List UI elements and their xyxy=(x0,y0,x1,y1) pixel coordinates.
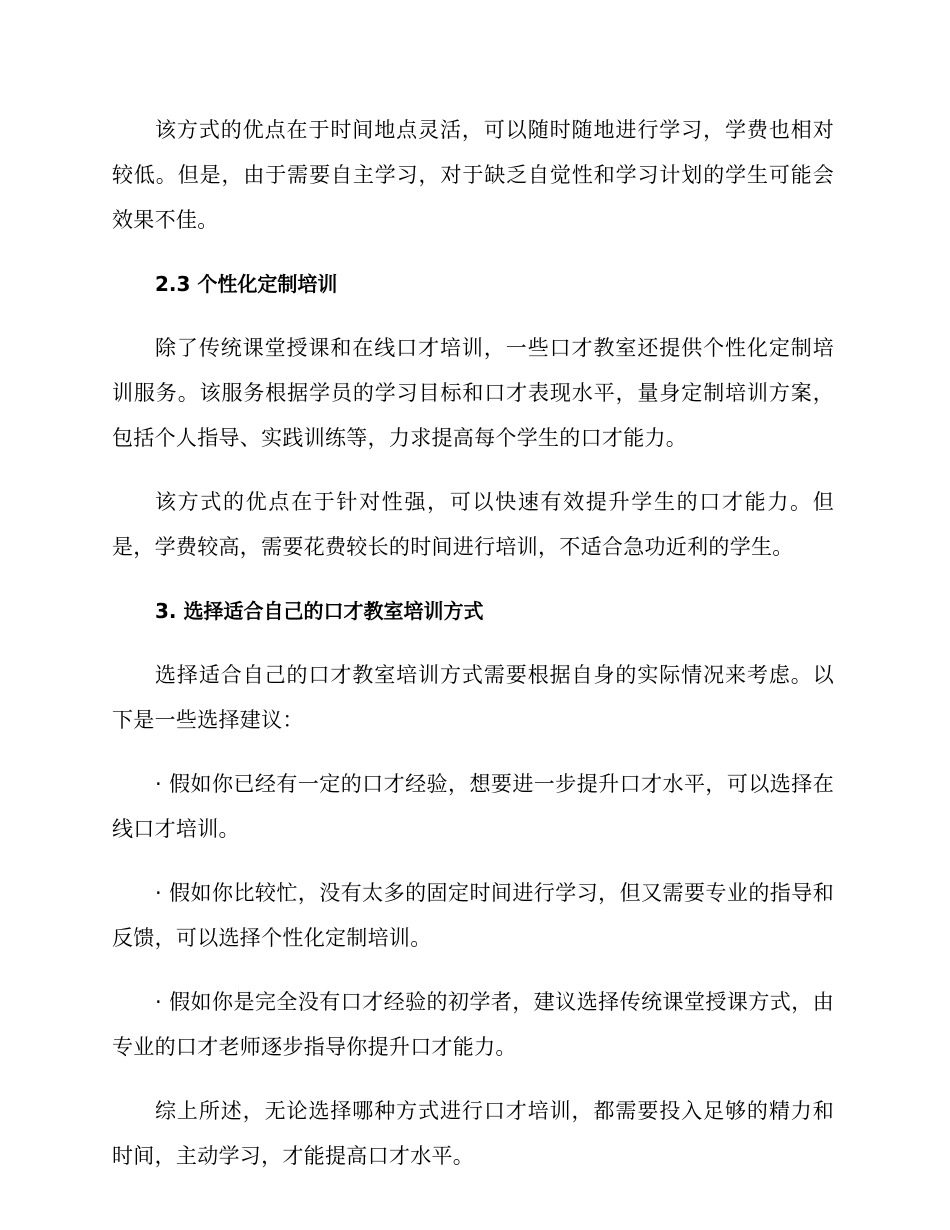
bullet-item-classroom: · 假如你是完全没有口才经验的初学者，建议选择传统课堂授课方式，由专业的口才老师逐步指导你提升口才能力。 xyxy=(112,990,834,1059)
section-heading-3: 3. 选择适合自己的口才教室培训方式 xyxy=(155,599,484,623)
bullet-item-custom: · 假如你比较忙，没有太多的固定时间进行学习，但又需要专业的指导和反馈，可以选择个性化定制培训。 xyxy=(112,881,834,950)
bullet-item-online: · 假如你已经有一定的口才经验，想要进一步提升口才水平，可以选择在线口才培训。 xyxy=(112,772,834,841)
paragraph-custom-pros-cons: 该方式的优点在于针对性强，可以快速有效提升学生的口才能力。但是，学费较高，需要花费较长的时间进行培训，不适合急功近利的学生。 xyxy=(112,490,834,559)
paragraph-online-pros-cons: 该方式的优点在于时间地点灵活，可以随时随地进行学习，学费也相对较低。但是，由于需要自主学习，对于缺乏自觉性和学习计划的学生可能会效果不佳。 xyxy=(112,118,834,232)
paragraph-conclusion: 综上所述，无论选择哪种方式进行口才培训，都需要投入足够的精力和时间，主动学习，才能提高口才水平。 xyxy=(112,1099,834,1168)
paragraph-choose-intro: 选择适合自己的口才教室培训方式需要根据自身的实际情况来考虑。以下是一些选择建议： xyxy=(112,663,834,732)
document-page xyxy=(112,108,834,1198)
section-heading-2-3: 2.3 个性化定制培训 xyxy=(155,272,338,296)
paragraph-custom-training-intro: 除了传统课堂授课和在线口才培训，一些口才教室还提供个性化定制培训服务。该服务根据学员的学习目标和口才表现水平，量身定制培训方案，包括个人指导、实践训练等，力求提高每个学生的口才能力。 xyxy=(112,336,834,450)
